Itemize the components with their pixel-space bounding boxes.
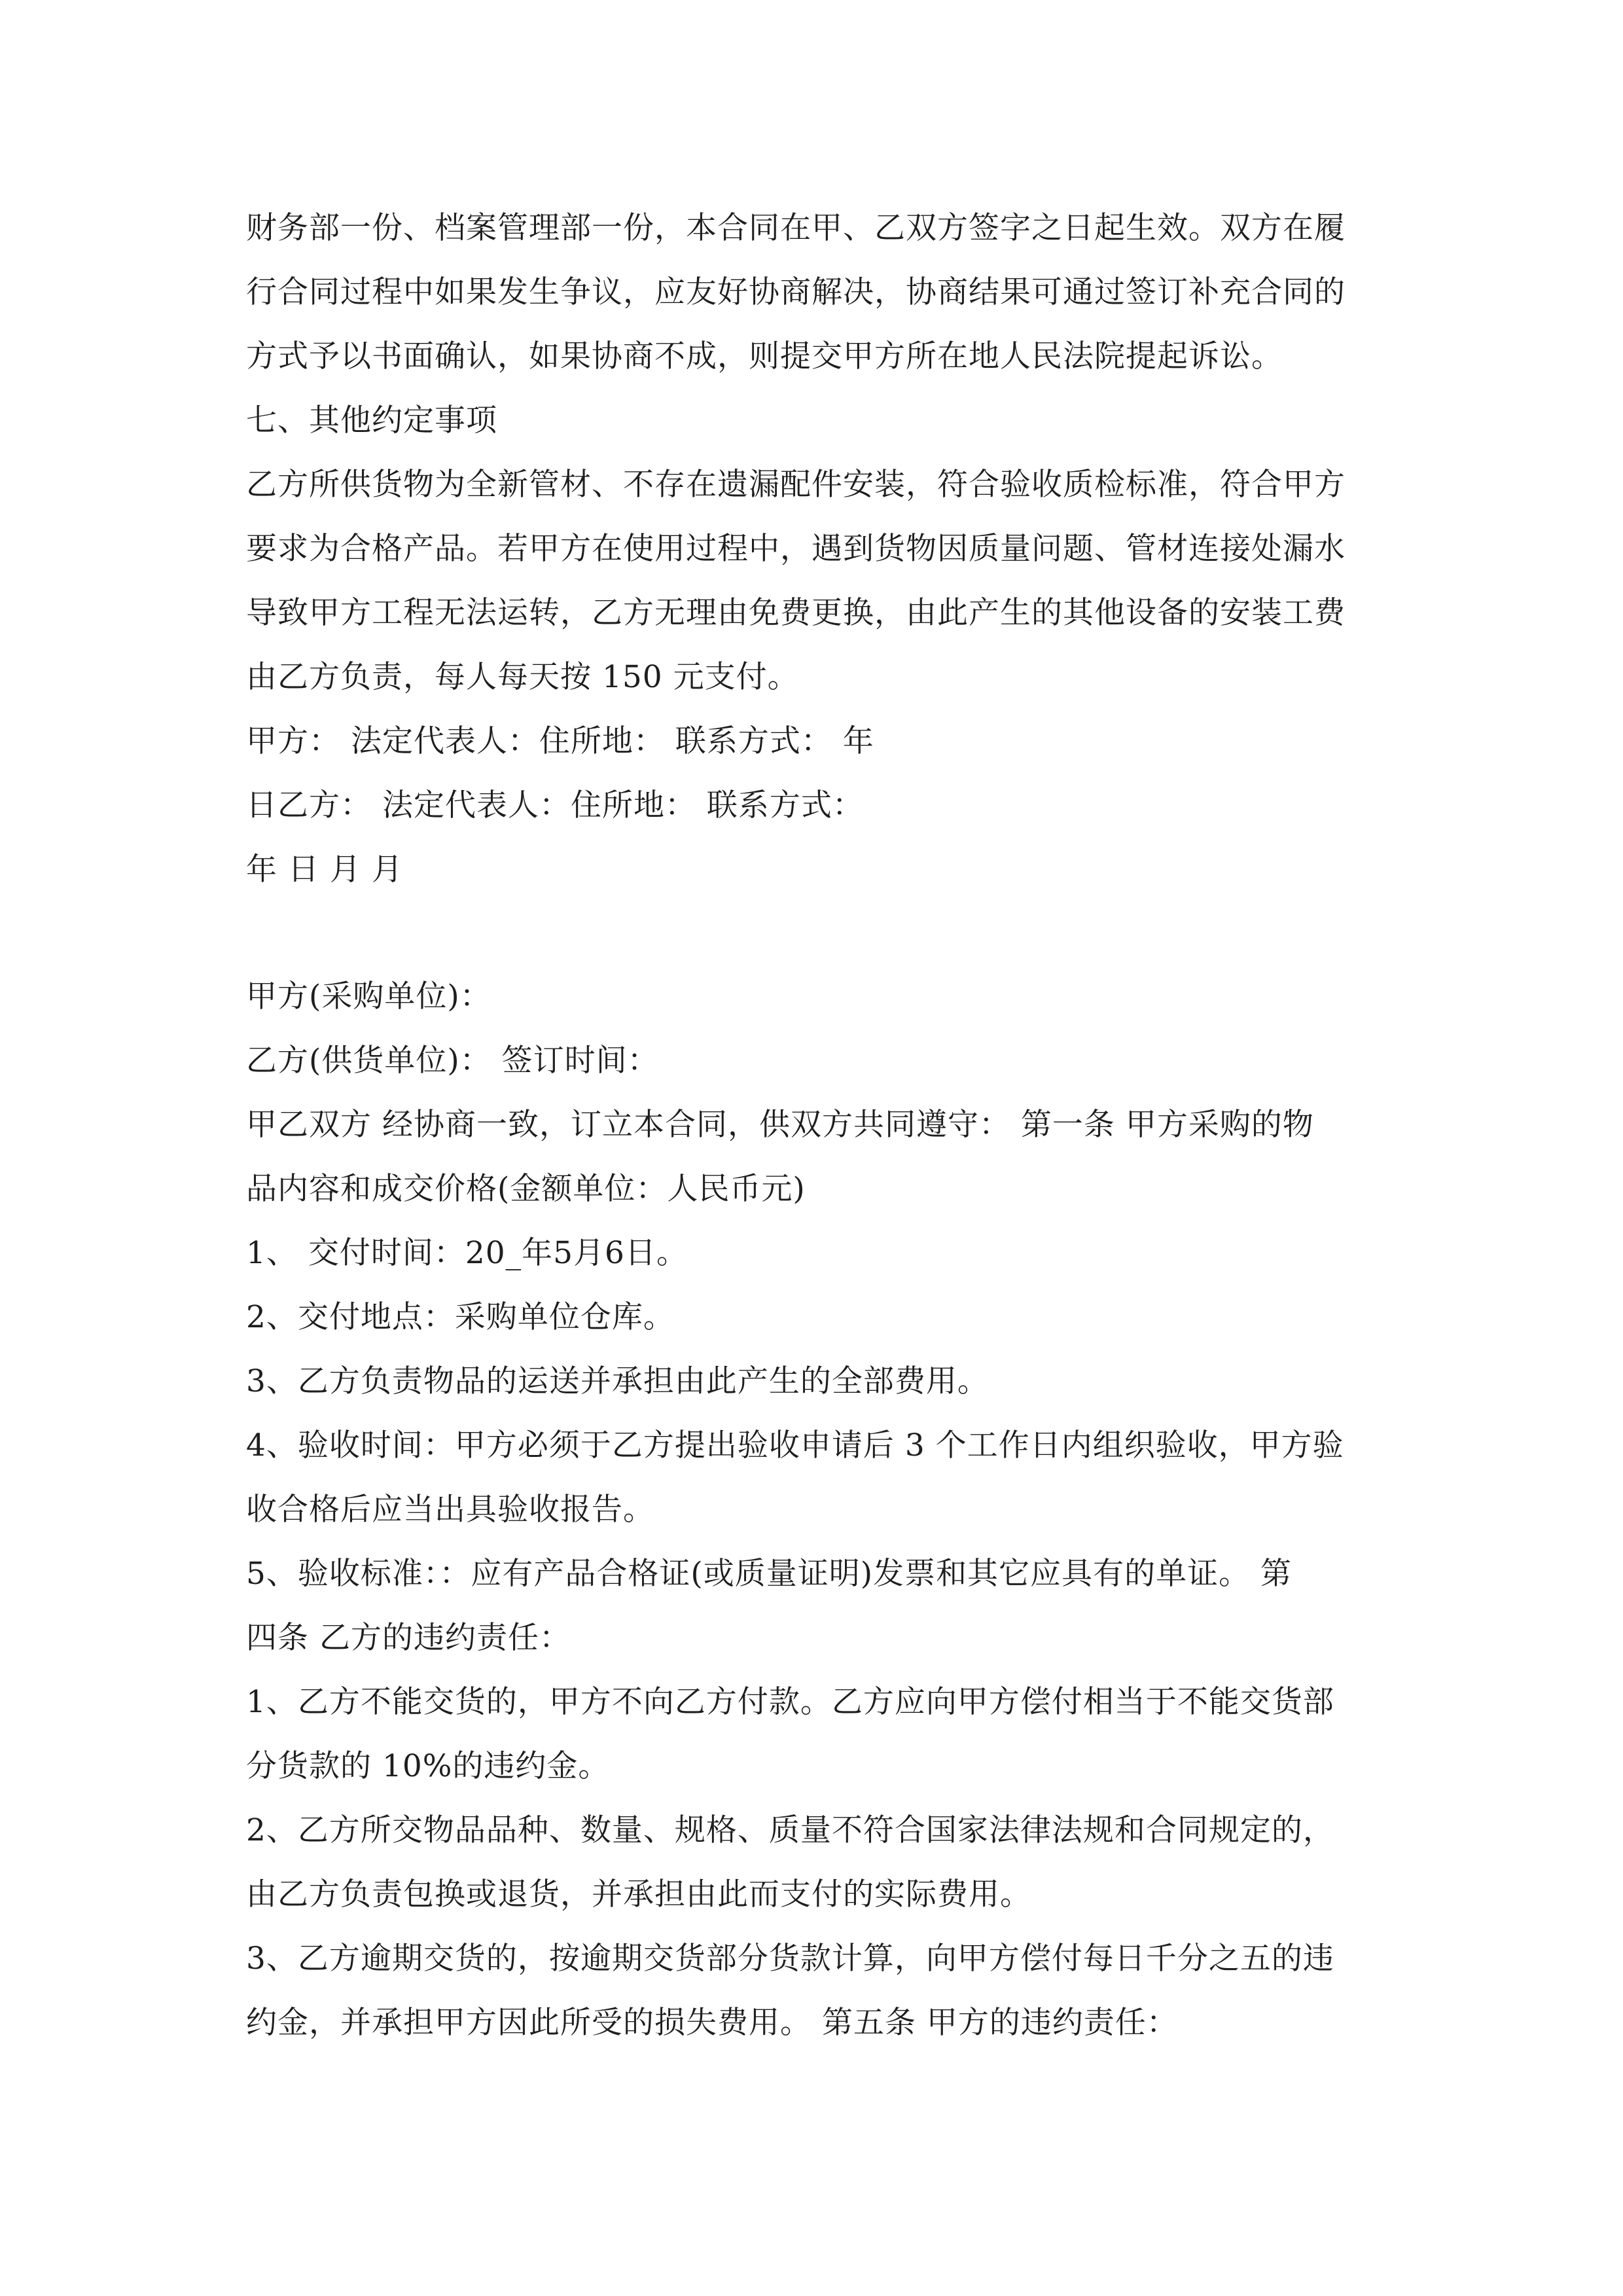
text-line: 由乙方负责包换或退货，并承担由此而支付的实际费用。 xyxy=(246,1876,1031,1912)
list-item: 4、验收时间：甲方必须于乙方提出验收申请后 3 个工作日内组织验收，甲方验 xyxy=(246,1427,1344,1463)
text-line: 四条 乙方的违约责任： xyxy=(246,1620,571,1656)
signature-line-party-b: 日乙方： 法定代表人：住所地： 联系方式： xyxy=(246,787,864,823)
list-item: 2、交付地点：采购单位仓库。 xyxy=(246,1299,675,1335)
text-line: 品内容和成交价格(金额单位：人民币元) xyxy=(246,1171,806,1207)
party-b-line: 乙方(供货单位)： 签订时间： xyxy=(246,1043,659,1079)
text-line: 乙方所供货物为全新管材、不存在遗漏配件安装，符合验收质检标准，符合甲方 xyxy=(246,467,1346,503)
list-item: 1、 交付时间：20_年5月6日。 xyxy=(246,1235,688,1271)
signature-line-party-a: 甲方： 法定代表人：住所地： 联系方式： 年 xyxy=(246,723,874,759)
list-item: 3、乙方逾期交货的，按逾期交货部分货款计算，向甲方偿付每日千分之五的违 xyxy=(246,1941,1334,1977)
text-line: 导致甲方工程无法运转，乙方无理由免费更换，由此产生的其他设备的安装工费 xyxy=(246,595,1346,631)
text-line: 甲乙双方 经协商一致，订立本合同，供双方共同遵守： 第一条 甲方采购的物 xyxy=(246,1107,1314,1143)
document-body xyxy=(246,196,1385,2055)
paragraph-gap xyxy=(246,902,1385,965)
text-line: 方式予以书面确认，如果协商不成，则提交甲方所在地人民法院提起诉讼。 xyxy=(246,338,1283,374)
section-heading: 七、其他约定事项 xyxy=(246,403,497,439)
text-line: 约金，并承担甲方因此所受的损失费用。 第五条 甲方的违约责任： xyxy=(246,2005,1178,2041)
text-line: 要求为合格产品。若甲方在使用过程中，遇到货物因质量问题、管材连接处漏水 xyxy=(246,531,1346,567)
party-a-line: 甲方(采购单位)： xyxy=(246,978,491,1014)
list-item: 3、乙方负责物品的运送并承担由此产生的全部费用。 xyxy=(246,1363,989,1399)
list-item: 2、乙方所交物品品种、数量、规格、质量不符合国家法律法规和合同规定的， xyxy=(246,1812,1334,1848)
list-item: 5、验收标准：：应有产品合格证(或质量证明)发票和其它应具有的单证。 第 xyxy=(246,1556,1293,1592)
date-line: 年 日 月 月 xyxy=(246,852,403,888)
text-line: 财务部一份、档案管理部一份，本合同在甲、乙双方签字之日起生效。双方在履 xyxy=(246,210,1346,246)
text-line: 收合格后应当出具验收报告。 xyxy=(246,1492,654,1528)
text-line: 行合同过程中如果发生争议，应友好协商解决，协商结果可通过签订补充合同的 xyxy=(246,274,1346,310)
list-item: 1、乙方不能交货的，甲方不向乙方付款。乙方应向甲方偿付相当于不能交货部 xyxy=(246,1684,1334,1720)
text-line: 分货款的 10%的违约金。 xyxy=(246,1748,610,1784)
text-line: 由乙方负责，每人每天按 150 元支付。 xyxy=(246,659,799,695)
